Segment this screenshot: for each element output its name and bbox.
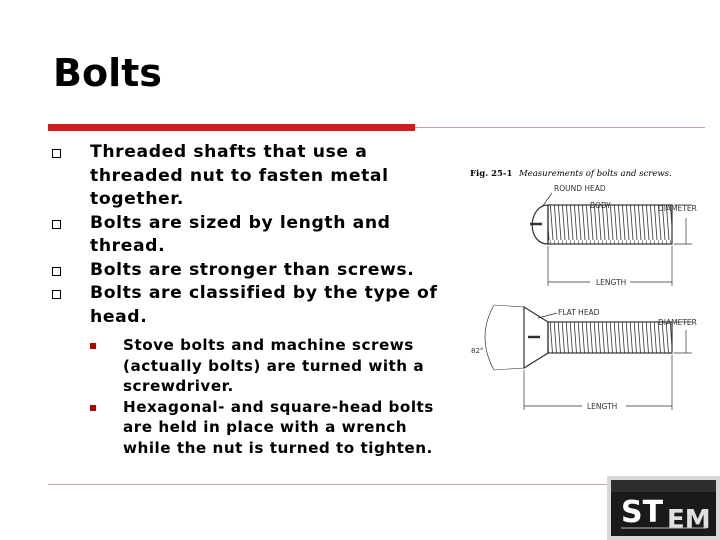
- hollow-square-bullet-icon: [52, 149, 61, 158]
- bullet-text: Bolts are stronger than screws.: [90, 259, 415, 280]
- length-label: LENGTH: [596, 278, 627, 287]
- title-underline-thin: [415, 127, 705, 128]
- round-head-label: ROUND HEAD: [554, 184, 606, 193]
- diameter-label: DIAMETER: [658, 204, 697, 213]
- angle-label: 82°: [471, 347, 484, 355]
- logo-text-em: EM: [667, 505, 711, 535]
- title-underline-accent: [48, 124, 415, 131]
- slide-title: Bolts: [53, 51, 162, 95]
- bolt-measurement-figure: [462, 160, 720, 430]
- bullet-text: Bolts are classified by the type of head.: [90, 283, 438, 327]
- figure-number: Fig. 25-1: [470, 169, 513, 179]
- logo-text-st: ST: [621, 495, 664, 530]
- bullet-item: [90, 282, 455, 458]
- filled-square-bullet-icon: [90, 405, 96, 411]
- bullet-text: Bolts are sized by length and thread.: [90, 212, 391, 256]
- sub-bullet-text: Stove bolts and machine screws (actually bolts) are turned with a screwdriver.: [123, 336, 425, 395]
- stem-logo: [607, 476, 720, 540]
- filled-square-bullet-icon: [90, 343, 96, 349]
- sub-bullet-list: [90, 335, 455, 458]
- bullet-text: Threaded shafts that use a threaded nut to fasten metal together.: [90, 142, 389, 209]
- body-label: BODY: [590, 201, 611, 210]
- length-label: LENGTH: [587, 402, 618, 411]
- bullet-list: [90, 141, 455, 458]
- bolt-diagram: [462, 160, 720, 430]
- threaded-shaft-icon: [548, 205, 672, 244]
- diameter-label: DIAMETER: [658, 318, 697, 327]
- bullet-item: [90, 212, 455, 259]
- hollow-square-bullet-icon: [52, 290, 61, 299]
- sub-bullet-item: [123, 335, 455, 397]
- flat-head-label: FLAT HEAD: [558, 308, 600, 317]
- bullet-item: [90, 259, 455, 283]
- threaded-shaft-icon: [548, 322, 672, 353]
- hollow-square-bullet-icon: [52, 220, 61, 229]
- sub-bullet-item: [123, 397, 455, 459]
- hollow-square-bullet-icon: [52, 267, 61, 276]
- angle-arc-icon: [485, 305, 494, 370]
- bullet-item: [90, 141, 455, 212]
- figure-caption: Measurements of bolts and screws.: [519, 169, 672, 179]
- sub-bullet-text: Hexagonal- and square-head bolts are held in place with a wrench while the nut is turned to tighten.: [123, 397, 434, 457]
